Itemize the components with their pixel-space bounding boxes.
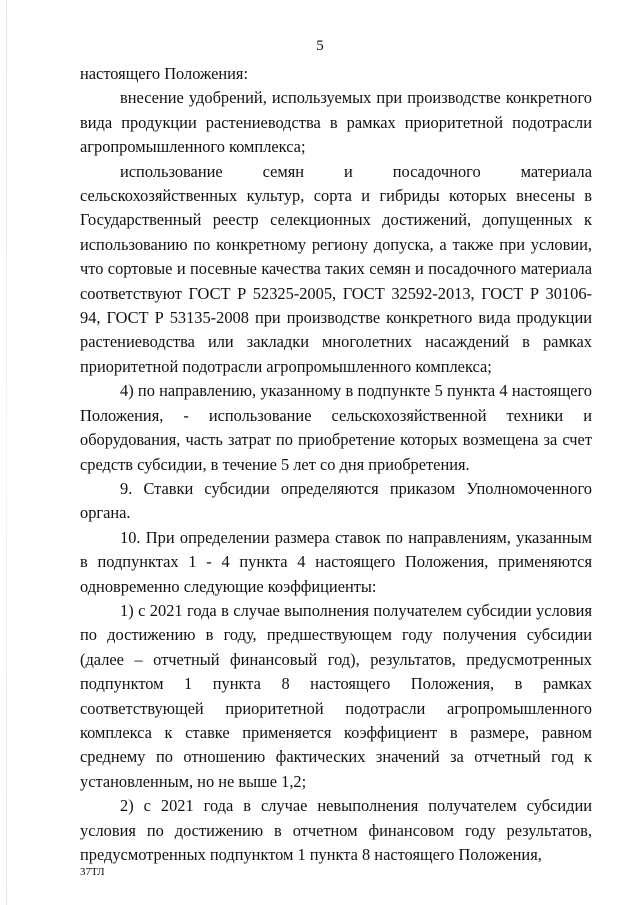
paragraph-continuation: настоящего Положения: [80,64,248,83]
paragraph-seeds: использование семян и посадочного материала сельскохозяйственных культур, сорта и гибриды которых внесены в Государственный реестр селекционных достижений, допущенных к использованию по конкретному региону допуска, а также при условии, что сортовые и посевные качества таких семян и посадочного материала соответствуют ГОСТ Р 52325-2005, ГОСТ 32592-2013, ГОСТ Р 30106-94, ГОСТ Р 53135-2008 при производстве конкретного вида продукции растениеводства или закладки многолетних насаждений в рамках приоритетной подотрасли агропромышленного комплекса; [80,161,592,376]
page-number: 5 [316,38,324,54]
footer-code: 37ТЛ [80,866,105,878]
scan-edge [6,0,7,905]
paragraph-item-4: 4) по направлению, указанному в подпункте 5 пункта 4 настоящего Положения, - использование сельскохозяйственной техники и оборудования, часть затрат по приобретение которых возмещена за счет средств субсидии, в течение 5 лет со дня приобретения. [80,381,592,474]
document-body [80,62,592,867]
paragraph-coefficient-2: 2) с 2021 года в случае невыполнения получателем субсидии условия по достижению в отчетном финансовом году результатов, предусмотренных подпунктом 1 пункта 8 настоящего Положения, [80,796,592,864]
paragraph-coefficient-1: 1) с 2021 года в случае выполнения получателем субсидии условия по достижению в году, предшествующем году получения субсидии (далее – отчетный финансовый год), результатов, предусмотренных подпунктом 1 пункта 8 настоящего Положения, в рамках соответствующей приоритетной подотрасли агропромышленного комплекса к ставке применяется коэффициент в размере, равном среднему по отношению фактических значений за отчетный год к установленным, но не выше 1,2; [80,600,592,791]
paragraph-fertilizer: внесение удобрений, используемых при производстве конкретного вида продукции растениеводства в рамках приоритетной подотрасли агропромышленного комплекса; [80,88,592,157]
paragraph-section-10: 10. При определении размера ставок по направлениям, указанным в подпунктах 1 - 4 пункта 4 настоящего Положения, применяются одновременно следующие коэффициенты: [80,527,592,596]
paragraph-section-9: 9. Ставки субсидии определяются приказом Уполномоченного органа. [80,478,592,523]
